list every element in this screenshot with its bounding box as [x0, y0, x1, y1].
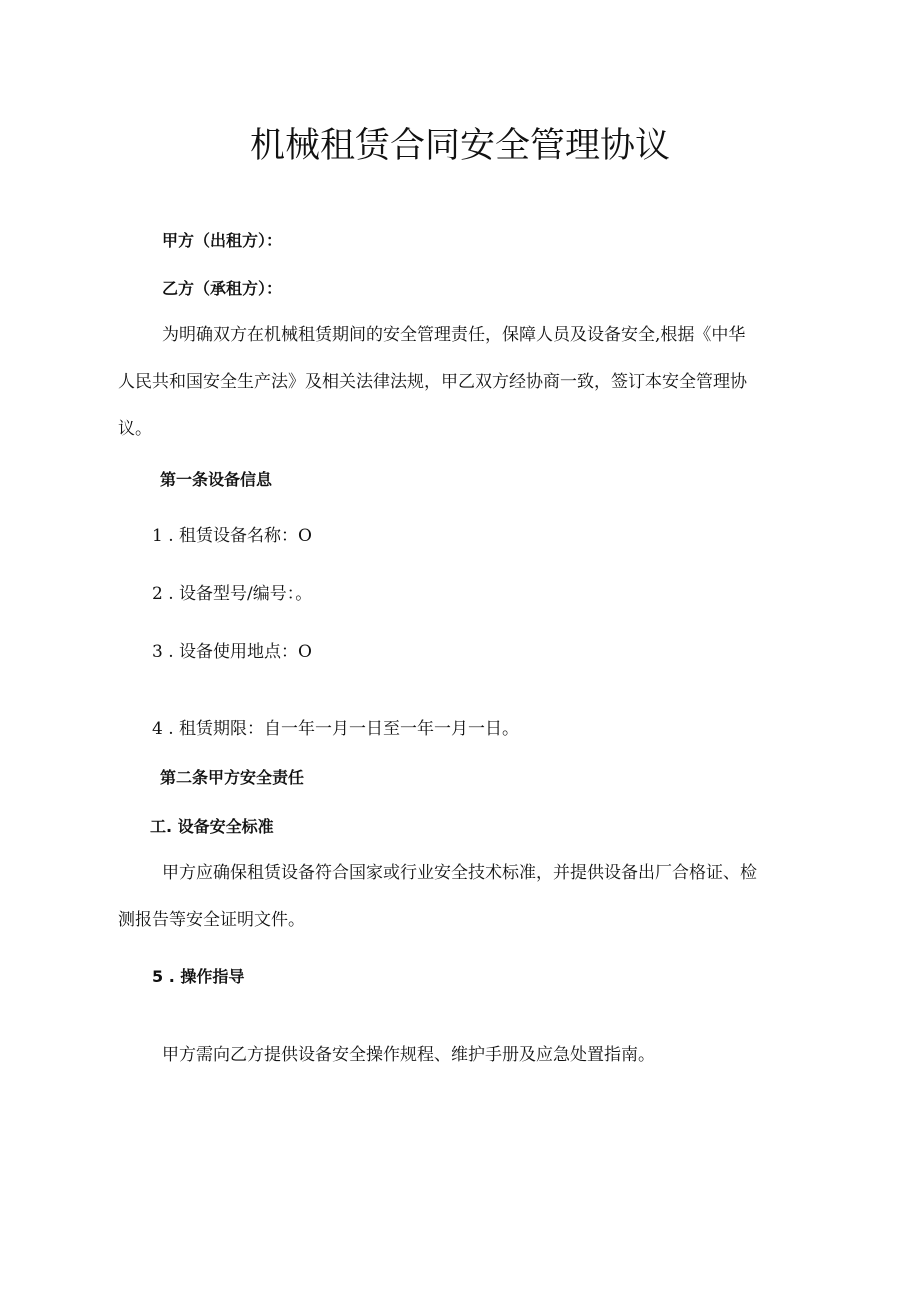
- article-1-item-3: 3 . 设备使用地点：O: [152, 642, 312, 662]
- article-2-sub-1-heading: 工. 设备安全标准: [150, 817, 274, 836]
- party-a-label: 甲方（出租方）：: [162, 231, 283, 250]
- intro-line-2: 人民共和国安全生产法》及相关法律法规，甲乙双方经协商一致，签订本安全管理协: [118, 372, 747, 392]
- article-1-heading: 第一条设备信息: [160, 470, 273, 489]
- party-b-label: 乙方（承租方）：: [162, 279, 283, 298]
- article-2-sub-1-paragraph: [118, 850, 757, 944]
- intro-paragraph: [118, 312, 747, 453]
- article-2-sub-2-text: 甲方需向乙方提供设备安全操作规程、维护手册及应急处置指南。: [162, 1045, 655, 1065]
- article-2-sub-1-line-2: 测报告等安全证明文件。: [118, 910, 305, 930]
- article-2-sub-2-heading: 5 . 操作指导: [152, 967, 245, 986]
- document-title: 机械租赁合同安全管理协议: [249, 126, 670, 166]
- article-2-heading: 第二条甲方安全责任: [160, 768, 305, 787]
- intro-line-1: 为明确双方在机械租赁期间的安全管理责任，保障人员及设备安全,根据《中华: [162, 325, 746, 345]
- intro-line-3: 议。: [118, 419, 152, 439]
- article-1-item-1: 1 . 租赁设备名称：O: [152, 526, 312, 546]
- article-2-sub-1-line-1: 甲方应确保租赁设备符合国家或行业安全技术标准，并提供设备出厂合格证、检: [162, 863, 757, 883]
- article-1-item-2: 2 . 设备型号/编号：。: [152, 584, 313, 604]
- article-1-item-4: 4 . 租赁期限：自一年一月一日至一年一月一日。: [152, 719, 520, 739]
